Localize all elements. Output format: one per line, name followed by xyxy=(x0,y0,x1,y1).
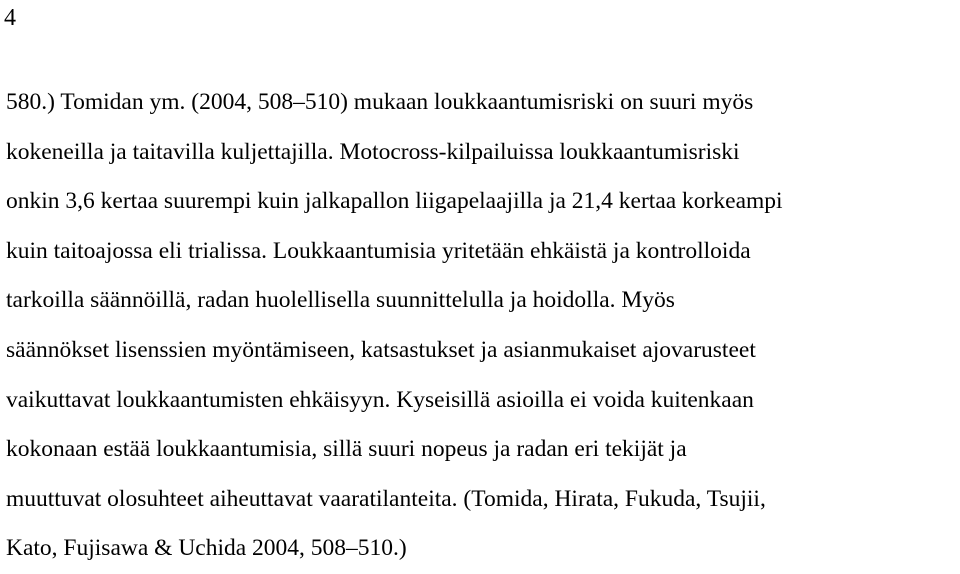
text-line: kokeneilla ja taitavilla kuljettajilla. Motocross-kilpailuissa loukkaantumisriski xyxy=(6,138,740,165)
text-line: onkin 3,6 kertaa suurempi kuin jalkapallon liigapelaajilla ja 21,4 kertaa korkeampi xyxy=(6,188,783,215)
text-line: 580.) Tomidan ym. (2004, 508–510) mukaan loukkaantumisriski on suuri myös xyxy=(6,89,754,115)
text-line: vaikuttavat loukkaantumisten ehkäisyyn. Kyseisillä asioilla ei voida kuitenkaan xyxy=(6,386,754,413)
text-line: säännökset lisenssien myöntämiseen, katsastukset ja asianmukaiset ajovarusteet xyxy=(6,336,756,363)
text-line: muuttuvat olosuhteet aiheuttavat vaaratilanteita. (Tomida, Hirata, Fukuda, Tsujii, xyxy=(6,485,766,512)
text-line: Kato, Fujisawa & Uchida 2004, 508–510.) xyxy=(6,535,407,562)
body-paragraph xyxy=(6,78,960,574)
text-line: kuin taitoajossa eli trialissa. Loukkaantumisia yritetään ehkäistä ja kontrolloida xyxy=(6,237,751,264)
text-line: tarkoilla säännöillä, radan huolellisella suunnittelulla ja hoidolla. Myös xyxy=(6,287,675,314)
page-number: 4 xyxy=(4,5,16,31)
text-line: kokonaan estää loukkaantumisia, sillä suuri nopeus ja radan eri tekijät ja xyxy=(6,436,687,463)
